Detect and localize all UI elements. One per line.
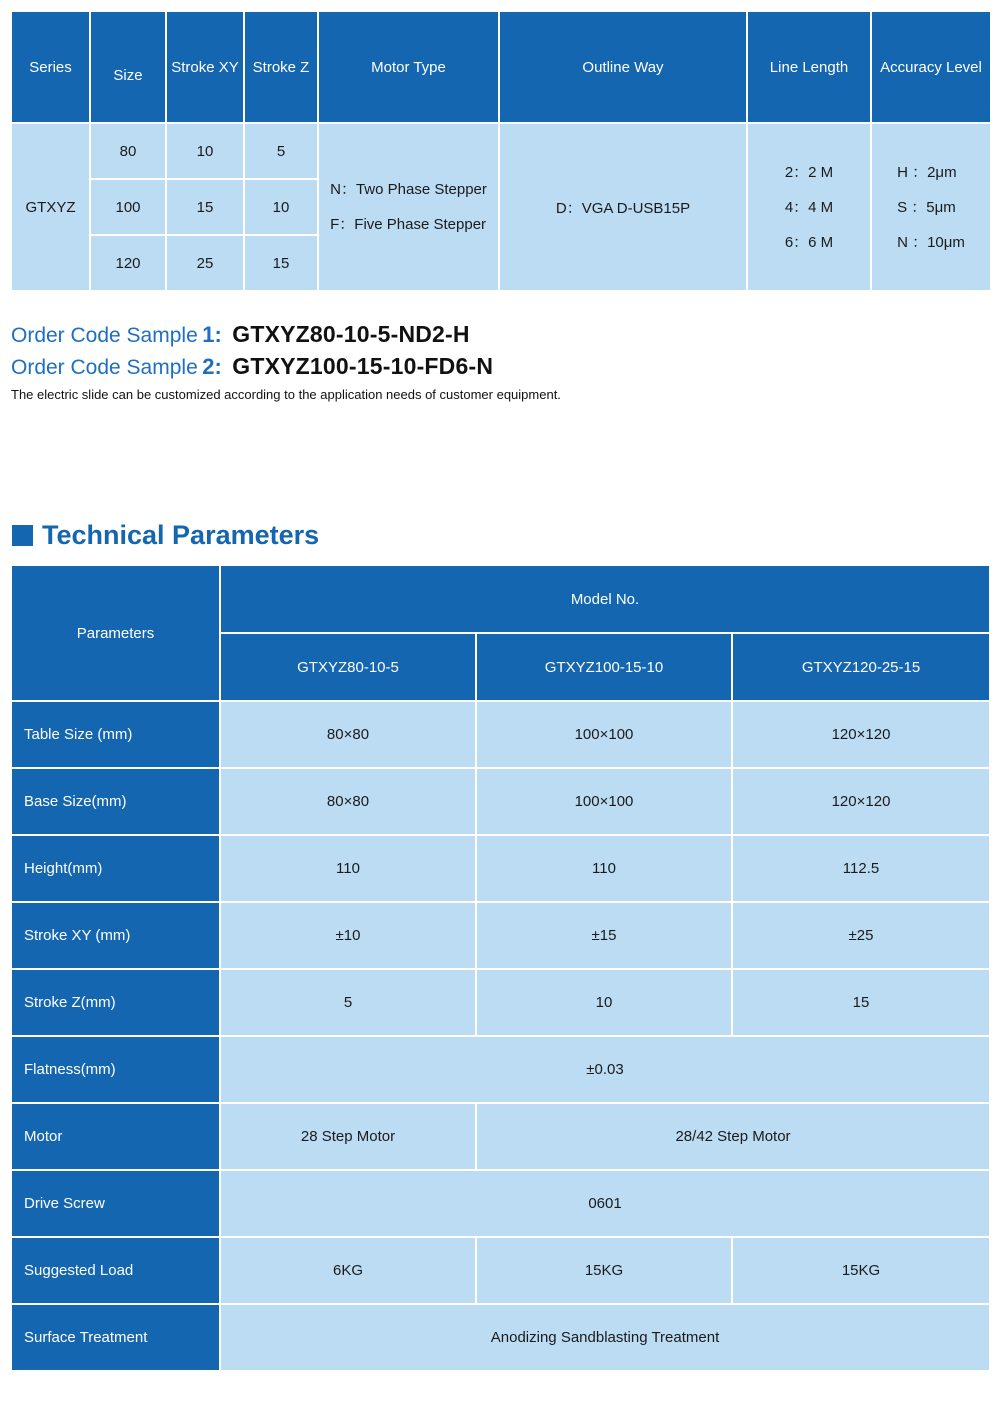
order-code-sample-2 — [11, 353, 493, 380]
table-row — [11, 969, 990, 1036]
size-cell: 120 — [90, 235, 166, 291]
stroke-z-cell: 5 — [244, 123, 318, 179]
accuracy-level-cell — [871, 123, 991, 291]
header-stroke-xy: Stroke XY — [166, 11, 244, 123]
parameter-value: 10 — [476, 969, 732, 1036]
parameter-value: 120×120 — [732, 768, 990, 835]
line-length-option: 4：4 M — [784, 198, 834, 216]
header-outline-way: Outline Way — [499, 11, 747, 123]
technical-parameters-table — [10, 564, 991, 1372]
customization-note: The electric slide can be customized according to the application needs of customer equipment. — [11, 387, 561, 402]
accuracy-level-option: H ：2μm — [897, 163, 957, 181]
line-length-cell — [747, 123, 871, 291]
parameter-value: 15KG — [732, 1237, 990, 1304]
table-row — [11, 1237, 990, 1304]
table-row — [11, 1103, 990, 1170]
section-title: Technical Parameters — [42, 520, 320, 550]
parameter-name: Stroke Z(mm) — [11, 969, 220, 1036]
parameter-name: Height(mm) — [11, 835, 220, 902]
section-header — [12, 520, 319, 551]
header-size: Size — [90, 11, 166, 123]
parameter-value: 0601 — [220, 1170, 990, 1237]
parameter-value: 80×80 — [220, 701, 476, 768]
square-bullet-icon — [12, 525, 33, 546]
sample-number: 2: — [202, 354, 222, 379]
accuracy-level-option: S ：5μm — [897, 198, 956, 216]
parameter-name: Surface Treatment — [11, 1304, 220, 1371]
header-line-length: Line Length — [747, 11, 871, 123]
series-cell: GTXYZ — [11, 123, 90, 291]
order-table-header-row — [11, 11, 991, 123]
table-row — [11, 1304, 990, 1371]
sample-number: 1: — [202, 322, 222, 347]
table-row — [11, 1036, 990, 1103]
order-table-row — [11, 123, 991, 179]
parameter-value: 5 — [220, 969, 476, 1036]
motor-type-option: F：Five Phase Stepper — [330, 216, 487, 233]
parameter-value: 6KG — [220, 1237, 476, 1304]
table-row — [11, 902, 990, 969]
parameter-name: Drive Screw — [11, 1170, 220, 1237]
line-length-option: 6：6 M — [784, 233, 834, 251]
stroke-xy-cell: 25 — [166, 235, 244, 291]
parameter-name: Base Size(mm) — [11, 768, 220, 835]
stroke-z-cell: 10 — [244, 179, 318, 235]
sample-code: GTXYZ80-10-5-ND2-H — [232, 321, 470, 347]
order-code-sample-1 — [11, 321, 470, 348]
parameter-value: Anodizing Sandblasting Treatment — [220, 1304, 990, 1371]
parameter-name: Stroke XY (mm) — [11, 902, 220, 969]
parameter-value: 120×120 — [732, 701, 990, 768]
model-header: GTXYZ80-10-5 — [220, 633, 476, 701]
header-motor-type: Motor Type — [318, 11, 499, 123]
parameter-name: Table Size (mm) — [11, 701, 220, 768]
model-header: GTXYZ120-25-15 — [732, 633, 990, 701]
motor-type-cell — [318, 123, 499, 291]
tech-header-row — [11, 565, 990, 633]
stroke-z-cell: 15 — [244, 235, 318, 291]
parameter-name: Flatness(mm) — [11, 1036, 220, 1103]
parameters-header: Parameters — [11, 565, 220, 701]
header-accuracy-level: Accuracy Level — [871, 11, 991, 123]
parameter-value: 110 — [220, 835, 476, 902]
motor-type-option: N：Two Phase Stepper — [330, 181, 487, 198]
parameter-name: Suggested Load — [11, 1237, 220, 1304]
model-header: GTXYZ100-15-10 — [476, 633, 732, 701]
parameter-value: 110 — [476, 835, 732, 902]
table-row — [11, 701, 990, 768]
table-row — [11, 1170, 990, 1237]
stroke-xy-cell: 10 — [166, 123, 244, 179]
table-row — [11, 835, 990, 902]
parameter-value: 15KG — [476, 1237, 732, 1304]
accuracy-level-option: N ：10μm — [897, 233, 965, 251]
parameter-value: ±0.03 — [220, 1036, 990, 1103]
parameter-value: 80×80 — [220, 768, 476, 835]
order-code-table — [10, 10, 992, 292]
parameter-value: 100×100 — [476, 768, 732, 835]
header-series: Series — [11, 11, 90, 123]
sample-label: Order Code Sample — [11, 356, 198, 379]
parameter-value: 15 — [732, 969, 990, 1036]
parameter-name: Motor — [11, 1103, 220, 1170]
parameter-value: ±15 — [476, 902, 732, 969]
parameter-value: 112.5 — [732, 835, 990, 902]
parameter-value: 100×100 — [476, 701, 732, 768]
header-stroke-z: Stroke Z — [244, 11, 318, 123]
parameter-value: 28/42 Step Motor — [476, 1103, 990, 1170]
parameter-value: 28 Step Motor — [220, 1103, 476, 1170]
size-cell: 100 — [90, 179, 166, 235]
parameter-value: ±10 — [220, 902, 476, 969]
line-length-option: 2：2 M — [784, 163, 834, 181]
sample-code: GTXYZ100-15-10-FD6-N — [232, 353, 494, 379]
size-cell: 80 — [90, 123, 166, 179]
model-no-header: Model No. — [220, 565, 990, 633]
stroke-xy-cell: 15 — [166, 179, 244, 235]
table-row — [11, 768, 990, 835]
outline-way-cell: D：VGA D-USB15P — [499, 123, 747, 291]
sample-label: Order Code Sample — [11, 324, 198, 347]
parameter-value: ±25 — [732, 902, 990, 969]
